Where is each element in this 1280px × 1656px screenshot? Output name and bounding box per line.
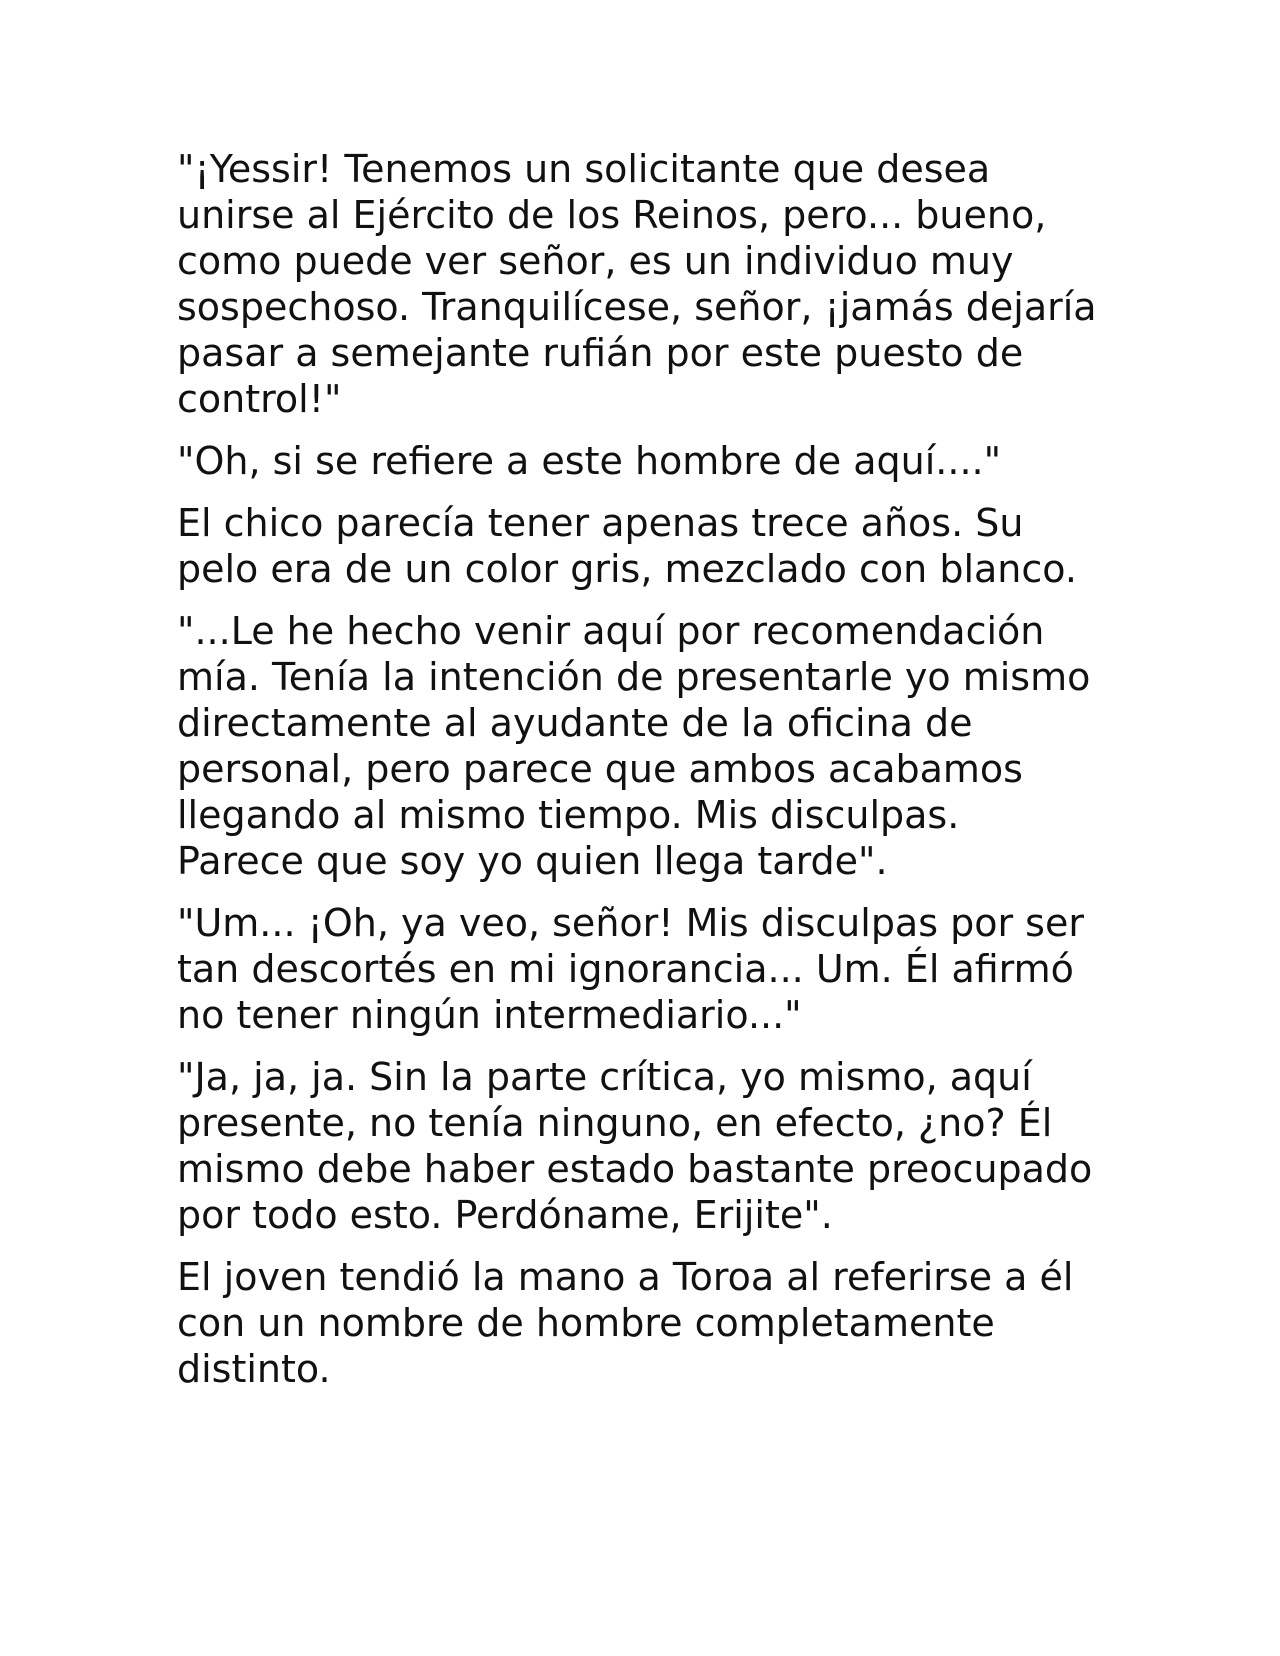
paragraph-6: "Ja, ja, ja. Sin la parte crítica, yo mismo, aquí presente, no tenía ninguno, en efecto, ¿no? Él mismo debe haber estado bastante preocupado por todo esto. Perdóname, Erijite". (177, 1055, 1093, 1237)
document-body (177, 146, 1097, 1408)
paragraph-5: "Um... ¡Oh, ya veo, señor! Mis disculpas por ser tan descortés en mi ignorancia... Um. Él afirmó no tener ningún intermediario..." (177, 901, 1084, 1037)
paragraph-3: El chico parecía tener apenas trece años. Su pelo era de un color gris, mezclado con blanco. (177, 501, 1077, 591)
paragraph-4: "...Le he hecho venir aquí por recomendación mía. Tenía la intención de presentarle yo mismo directamente al ayudante de la oficina de personal, pero parece que ambos acabamos llegando al mismo tiempo. Mis disculpas. Parece que soy yo quien llega tarde". (177, 609, 1091, 883)
paragraph-7: El joven tendió la mano a Toroa al referirse a él con un nombre de hombre completamente distinto. (177, 1255, 1074, 1391)
paragraph-1: "¡Yessir! Tenemos un solicitante que desea unirse al Ejército de los Reinos, pero... bueno, como puede ver señor, es un individuo muy sospechoso. Tranquilícese, señor, ¡jamás dejaría pasar a semejante rufián por este puesto de control!" (177, 147, 1097, 421)
paragraph-2: "Oh, si se refiere a este hombre de aquí...." (177, 439, 1002, 483)
